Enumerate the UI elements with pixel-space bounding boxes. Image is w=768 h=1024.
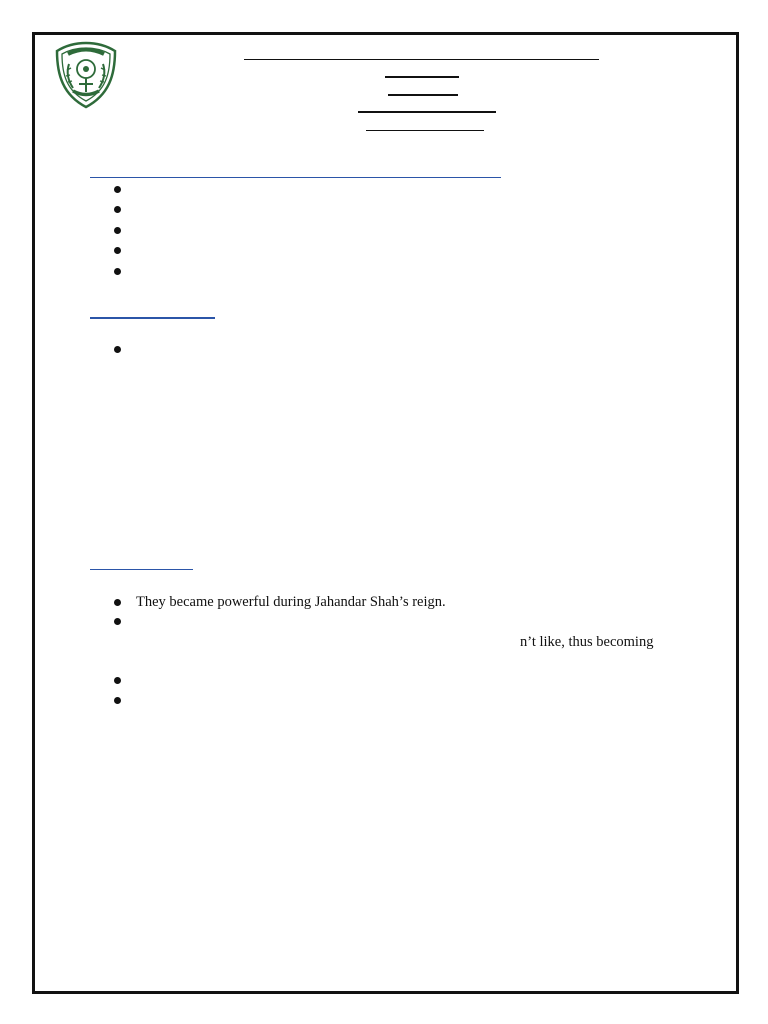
section-1-bullet	[114, 206, 121, 213]
date-rule	[366, 130, 484, 131]
section-1-bullet	[114, 268, 121, 275]
section-2-bullet	[114, 346, 121, 353]
section-3-bullet	[114, 618, 121, 625]
section-3-bullet	[114, 697, 121, 704]
section-1-bullet	[114, 186, 121, 193]
section-1-bullet	[114, 247, 121, 254]
section-3-bullet	[114, 599, 121, 606]
section-1-bullet	[114, 227, 121, 234]
section-3-continuation: n’t like, thus becoming	[520, 634, 654, 650]
section-3-heading	[90, 569, 193, 570]
subtitle-rule	[385, 76, 459, 78]
section-3-bullet	[114, 677, 121, 684]
topic-rule	[358, 111, 496, 113]
section-2-heading	[90, 317, 215, 319]
section-1-heading	[90, 177, 501, 178]
school-crest-icon	[51, 40, 121, 110]
title-rule	[244, 59, 599, 60]
class-rule	[388, 94, 458, 96]
section-3-item-1: They became powerful during Jahandar Shah’s reign.	[136, 594, 446, 610]
